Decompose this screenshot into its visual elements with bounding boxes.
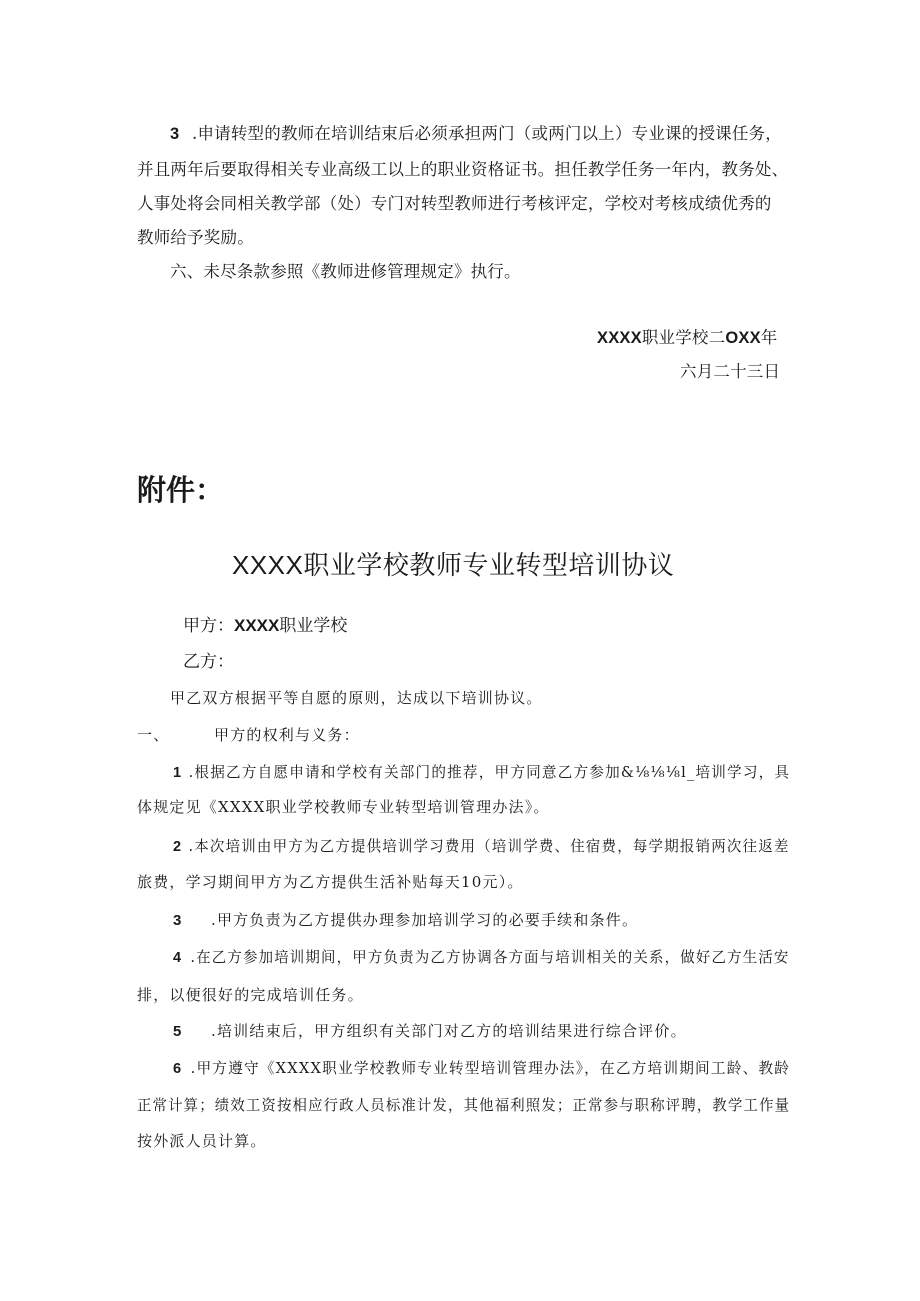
- item3-line-4: 教师给予奖励。: [137, 228, 254, 247]
- agreement-title: XXXX职业学校教师专业转型培训协议: [232, 550, 675, 580]
- party-a: [183, 616, 347, 636]
- agreement-item-2-text: .本次培训由甲方为乙方提供培训学习费用（培训学费、住宿费，每学期报销两次往返差: [188, 837, 790, 855]
- party-b: 乙方：: [183, 652, 234, 672]
- agreement-item-3-number: 3: [173, 912, 183, 929]
- signature-date: 六月二十三日: [680, 362, 781, 381]
- item3-number: 3: [170, 125, 180, 143]
- agreement-item-5-line-1: [173, 1021, 687, 1042]
- agreement-item-3-text: .甲方负责为乙方提供办理参加培训学习的必要手续和条件。: [211, 911, 639, 929]
- agreement-item-4-text: .在乙方参加培训期间，甲方负责为乙方协调各方面与培训相关的关系，做好乙方生活安: [190, 948, 790, 966]
- agreement-item-6-text: .甲方遵守《XXXX职业学校教师专业转型培训管理办法》，在乙方培训期间工龄、教龄: [190, 1059, 791, 1077]
- agreement-item-4-number: 4: [173, 949, 183, 966]
- agreement-item-6-line-3: 按外派人员计算。: [137, 1132, 267, 1150]
- agreement-item-3-line-1: [173, 910, 638, 931]
- item3-line-2: 并且两年后要取得相关专业高级工以上的职业资格证书。担任教学任务一年内，教务处、: [137, 160, 789, 179]
- agreement-item-1-number: 1: [173, 764, 183, 781]
- agreement-item-6-number: 6: [173, 1060, 183, 1077]
- signature-year-suffix: 年: [760, 328, 778, 347]
- section1-number: 一、: [137, 726, 170, 744]
- agreement-item-1-line-1: [173, 762, 790, 783]
- agreement-item-1-line-2: 体规定见《XXXX职业学校教师专业转型培训管理办法》。: [137, 798, 550, 816]
- agreement-intro: 甲乙双方根据平等自愿的原则，达成以下培训协议。: [170, 689, 543, 707]
- agreement-item-2-number: 2: [173, 838, 183, 855]
- agreement-item-2-line-1: [173, 836, 790, 857]
- agreement-item-6-line-2: 正常计算；绩效工资按相应行政人员标准计发，其他福利照发；正常参与职称评聘，教学工作量: [137, 1096, 791, 1114]
- agreement-item-4-line-1: [173, 947, 790, 968]
- signature-school-code: XXXX: [597, 329, 642, 347]
- party-a-label: 甲方：: [183, 616, 234, 636]
- party-a-name: 职业学校: [279, 616, 348, 636]
- signature-school-name: 职业学校二: [641, 328, 726, 347]
- signature-school-line: [597, 328, 777, 348]
- item3-line-3: 人事处将会同相关教学部（处）专门对转型教师进行考核评定，学校对考核成绩优秀的: [137, 194, 772, 213]
- agreement-item-6-line-1: [173, 1058, 790, 1079]
- section1-title: 甲方的权利与义务：: [214, 726, 360, 744]
- attachment-heading: 附件：: [137, 475, 225, 507]
- agreement-item-2-line-2: 旅费，学习期间甲方为乙方提供生活补贴每天10元）。: [137, 873, 524, 891]
- agreement-item-4-line-2: 排，以便很好的完成培训任务。: [137, 986, 364, 1004]
- agreement-item-5-text: .培训结束后，甲方组织有关部门对乙方的培训结果进行综合评价。: [211, 1022, 687, 1040]
- party-a-code: XXXX: [234, 616, 280, 635]
- item6-text: 六、未尽条款参照《教师进修管理规定》执行。: [170, 262, 521, 281]
- agreement-item-1-text: .根据乙方自愿申请和学校有关部门的推荐，甲方同意乙方参加&⅛⅛⅛l_培训学习，具: [188, 763, 791, 781]
- agreement-item-5-number: 5: [173, 1023, 183, 1040]
- item3-line-1: [170, 124, 782, 144]
- item3-text: .申请转型的教师在培训结束后必须承担两门（或两门以上）专业课的授课任务，: [192, 124, 782, 143]
- signature-year-code: OXX: [725, 329, 761, 347]
